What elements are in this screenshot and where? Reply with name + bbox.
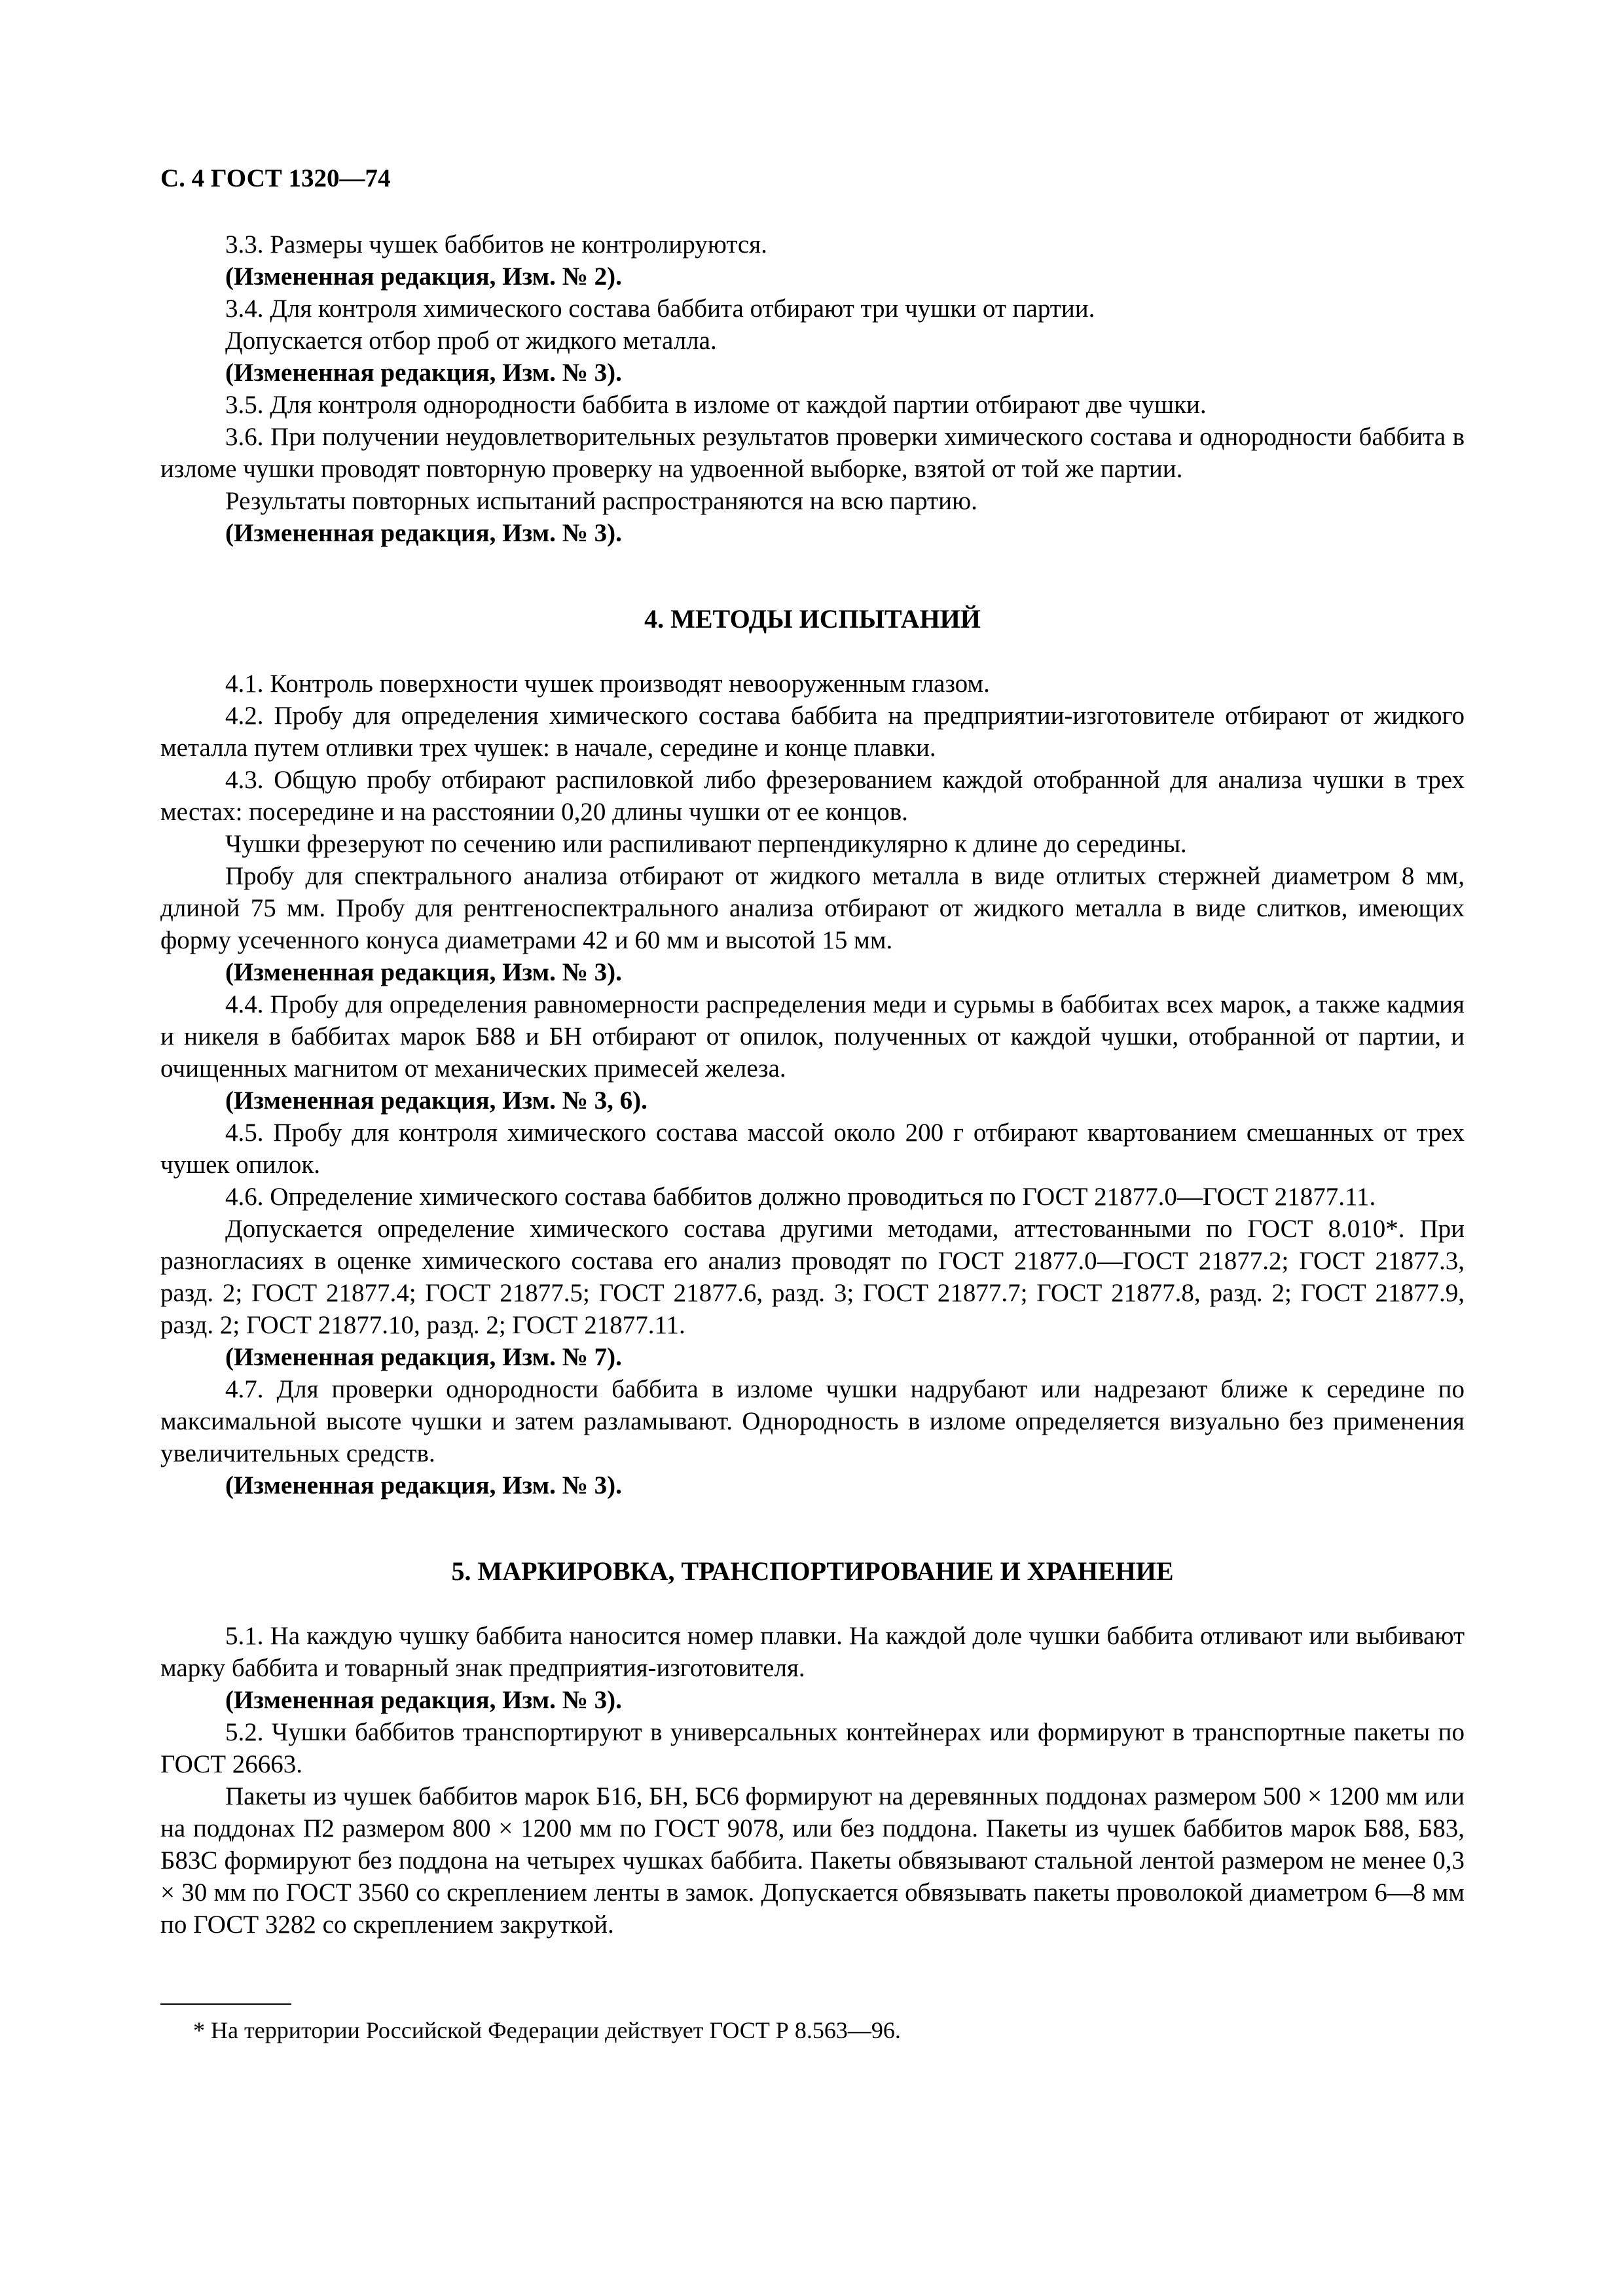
document-page [160, 162, 1465, 1941]
clause-4-5: 4.5. Пробу для контроля химического состава массой около 200 г отбирают квартованием смешанных от трех чушек опилок. [160, 1119, 1465, 1179]
amendment-note: (Измененная редакция, Изм. № 2). [225, 262, 622, 291]
clause-3-6-note: Результаты повторных испытаний распространяются на всю партию. [225, 487, 977, 515]
section-5-title: 5. МАРКИРОВКА, ТРАНСПОРТИРОВАНИЕ И ХРАНЕНИЕ [451, 1556, 1174, 1586]
clause-3-3: 3.3. Размеры чушек баббитов не контролируются. [225, 230, 767, 259]
footnote: * На территории Российской Федерации действует ГОСТ Р 8.563—96. [193, 2017, 901, 2043]
clause-4-3-note: Чушки фрезеруют по сечению или распиливают перпендикулярно к длине до середины. [225, 830, 1187, 858]
clause-4-3-spectral: Пробу для спектрального анализа отбирают от жидкого металла в виде отлитых стержней диаметром 8 мм, длиной 75 мм. Пробу для рентгеноспектрального анализа отбирают от жидкого металла в виде слитков, имеющих форму усеченного конуса диаметрами 42 и 60 мм и высотой 15 мм. [160, 862, 1465, 954]
amendment-note: (Измененная редакция, Изм. № 3). [225, 1471, 622, 1499]
section-5-body [160, 1620, 1465, 1941]
section-3-body [160, 228, 1465, 549]
page-header: С. 4 ГОСТ 1320—74 [160, 164, 391, 192]
clause-5-1: 5.1. На каждую чушку баббита наносится номер плавки. На каждой доле чушки баббита отливают или выбивают марку баббита и товарный знак предприятия-изготовителя. [160, 1622, 1465, 1682]
clause-4-6: 4.6. Определение химического состава баббитов должно проводиться по ГОСТ 21877.0—ГОСТ 21877.11. [225, 1183, 1376, 1211]
clause-4-2: 4.2. Пробу для определения химического состава баббита на предприятии-изготовителе отбирают от жидкого металла путем отливки трех чушек: в начале, середине и конце плавки. [160, 702, 1465, 762]
clause-3-5: 3.5. Для контроля однородности баббита в изломе от каждой партии отбирают две чушки. [225, 391, 1207, 419]
amendment-note: (Измененная редакция, Изм. № 3). [225, 1686, 622, 1714]
amendment-note: (Измененная редакция, Изм. № 3). [225, 958, 622, 986]
amendment-note: (Измененная редакция, Изм. № 7). [225, 1343, 622, 1371]
clause-4-4: 4.4. Пробу для определения равномерности распределения меди и сурьмы в баббитах всех марок, а также кадмия и никеля в баббитах марок Б88 и БН отбирают от опилок, полученных от каждой чушки, отобранной от партии, и очищенных магнитом от механических примесей железа. [160, 990, 1465, 1083]
clause-3-6: 3.6. При получении неудовлетворительных результатов проверки химического состава и однородности баббита в изломе чушки проводят повторную проверку на удвоенной выборке, взятой от той же партии. [160, 423, 1465, 483]
clause-4-1: 4.1. Контроль поверхности чушек производят невооруженным глазом. [225, 670, 990, 698]
amendment-note: (Измененная редакция, Изм. № 3, 6). [225, 1086, 647, 1115]
section-4-title: 4. МЕТОДЫ ИСПЫТАНИЙ [644, 604, 981, 634]
clause-3-4: 3.4. Для контроля химического состава баббита отбирают три чушки от партии. [225, 295, 1095, 323]
amendment-note: (Измененная редакция, Изм. № 3). [225, 519, 622, 547]
clause-5-2: 5.2. Чушки баббитов транспортируют в универсальных контейнерах или формируют в транспортные пакеты по ГОСТ 26663. [160, 1718, 1465, 1778]
footnote-divider [160, 2003, 291, 2005]
clause-4-3: 4.3. Общую пробу отбирают распиловкой либо фрезерованием каждой отобранной для анализа чушки в трех местах: посередине и на расстоянии 0,20 длины чушки от ее концов. [160, 766, 1465, 826]
clause-5-2-packets: Пакеты из чушек баббитов марок Б16, БН, БС6 формируют на деревянных поддонах размером 500 × 1200 мм или на поддонах П2 размером 800 × 1200 мм по ГОСТ 9078, или без поддона. Пакеты из чушек баббитов марок Б88, Б83, Б83С формируют без поддона на четырех чушках баббита. Пакеты обвязывают стальной лентой размером не менее 0,3 × 30 мм по ГОСТ 3560 со скреплением ленты в замок. Допускается обвязывать пакеты проволокой диаметром 6—8 мм по ГОСТ 3282 со скреплением закруткой. [160, 1782, 1465, 1939]
clause-3-4-note: Допускается отбор проб от жидкого металла. [225, 327, 717, 355]
amendment-note: (Измененная редакция, Изм. № 3). [225, 359, 622, 387]
clause-4-7: 4.7. Для проверки однородности баббита в изломе чушки надрубают или надрезают ближе к середине по максимальной высоте чушки и затем разламывают. Однородность в изломе определяется визуально без применения увеличительных средств. [160, 1375, 1465, 1467]
clause-4-6-note: Допускается определение химического состава другими методами, аттестованными по ГОСТ 8.010*. При разногласиях в оценке химического состава его анализ проводят по ГОСТ 21877.0—ГОСТ 21877.2; ГОСТ 21877.3, разд. 2; ГОСТ 21877.4; ГОСТ 21877.5; ГОСТ 21877.6, разд. 3; ГОСТ 21877.7; ГОСТ 21877.8, разд. 2; ГОСТ 21877.9, разд. 2; ГОСТ 21877.10, разд. 2; ГОСТ 21877.11. [160, 1215, 1465, 1339]
section-4-body [160, 668, 1465, 1501]
